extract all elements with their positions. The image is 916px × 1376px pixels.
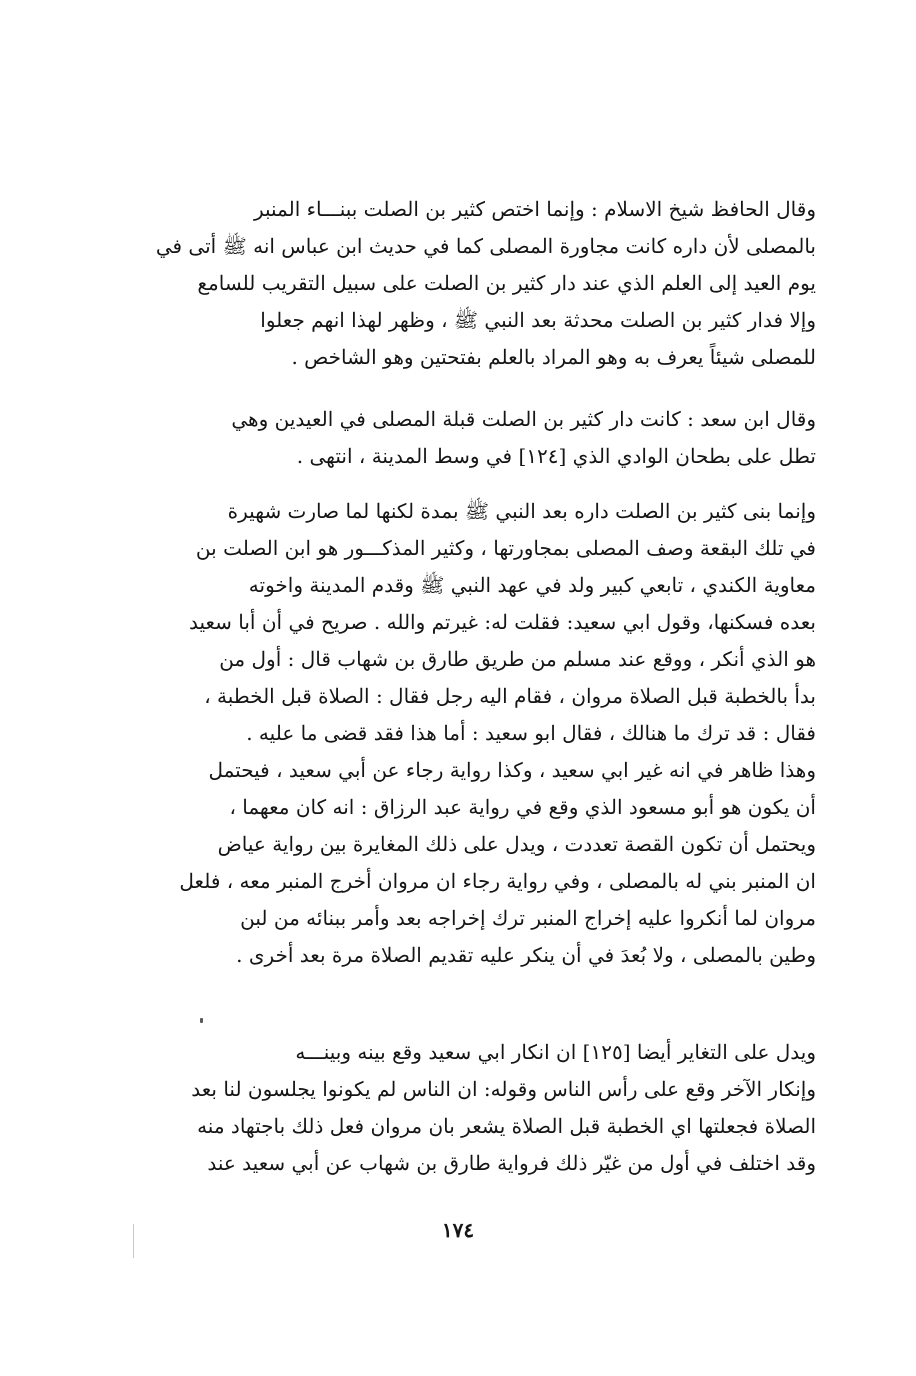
paragraph-3: [110, 493, 816, 974]
text-line: معاوية الكندي ، تابعي كبير ولد في عهد النبي ﷺ وقدم المدينة واخوته: [248, 573, 816, 597]
page-number: ١٧٤: [441, 1218, 475, 1242]
text-line: ويحتمل أن تكون القصة تعددت ، ويدل على ذلك المغايرة بين رواية عياض: [217, 832, 816, 856]
text-line: وطين بالمصلى ، ولا بُعدَ في أن ينكر عليه تقديم الصلاة مرة بعد أخرى .: [236, 943, 816, 967]
text-line: بعده فسكنها، وقول ابي سعيد: فقلت له: غيرتم والله . صريح في أن أبا سعيد: [188, 610, 816, 634]
text-line: مروان لما أنكروا عليه إخراج المنبر ترك إخراجه بعد وأمر ببنائه من لبن: [240, 906, 816, 930]
text-line: وقال ابن سعد : كانت دار كثير بن الصلت قبلة المصلى في العيدين وهي: [231, 407, 816, 431]
text-line: وقد اختلف في أول من غيّر ذلك فرواية طارق بن شهاب عن أبي سعيد عند: [207, 1151, 816, 1175]
text-line: للمصلى شيئاً يعرف به وهو المراد بالعلم بفتحتين وهو الشاخص .: [291, 345, 816, 369]
text-line: وإنما بنى كثير بن الصلت داره بعد النبي ﷺ بمدة لكنها لما صارت شهيرة: [227, 499, 816, 523]
text-line: فقال : قد ترك ما هنالك ، فقال ابو سعيد : أما هذا فقد قضى ما عليه .: [246, 721, 816, 745]
text-line: يوم العيد إلى العلم الذي عند دار كثير بن الصلت على سبيل التقريب للسامع: [197, 271, 816, 295]
paragraph-2: [110, 401, 816, 475]
text-line: وقال الحافظ شيخ الاسلام : وإنما اختص كثير بن الصلت ببنـــاء المنبر: [253, 197, 816, 221]
text-line: وهذا ظاهر في انه غير ابي سعيد ، وكذا رواية رجاء عن أبي سعيد ، فيحتمل: [208, 758, 816, 782]
print-speck: [200, 1018, 203, 1023]
text-line: وإلا فدار كثير بن الصلت محدثة بعد النبي ﷺ ، وظهر لهذا انهم جعلوا: [260, 308, 816, 332]
text-line: تطل على بطحان الوادي الذي [١٢٤] في وسط المدينة ، انتهى .: [296, 444, 816, 468]
paragraph-4: [110, 1034, 816, 1182]
text-line: ان المنبر بني له بالمصلى ، وفي رواية رجاء ان مروان أخرج المنبر معه ، فلعل: [179, 869, 816, 893]
text-line: ويدل على التغاير أيضا [١٢٥] ان انكار ابي سعيد وقع بينه وبينـــه: [295, 1040, 816, 1064]
text-line: بالمصلى لأن داره كانت مجاورة المصلى كما في حديث ابن عباس انه ﷺ أتى في: [155, 234, 816, 258]
text-line: الصلاة فجعلتها اي الخطبة قبل الصلاة يشعر بان مروان فعل ذلك باجتهاد منه: [197, 1114, 816, 1138]
text-line: وإنكار الآخر وقع على رأس الناس وقوله: ان الناس لم يكونوا يجلسون لنا بعد: [191, 1077, 816, 1101]
paragraph-1: [110, 191, 816, 376]
margin-mark: [133, 1224, 134, 1258]
text-line: هو الذي أنكر ، ووقع عند مسلم من طريق طارق بن شهاب قال : أول من: [219, 647, 816, 671]
text-line: بدأ بالخطبة قبل الصلاة مروان ، فقام اليه رجل فقال : الصلاة قبل الخطبة ،: [204, 684, 816, 708]
text-line: في تلك البقعة وصف المصلى بمجاورتها ، وكثير المذكـــور هو ابن الصلت بن: [195, 536, 816, 560]
text-line: أن يكون هو أبو مسعود الذي وقع في رواية عبد الرزاق : انه كان معهما ،: [229, 795, 816, 819]
